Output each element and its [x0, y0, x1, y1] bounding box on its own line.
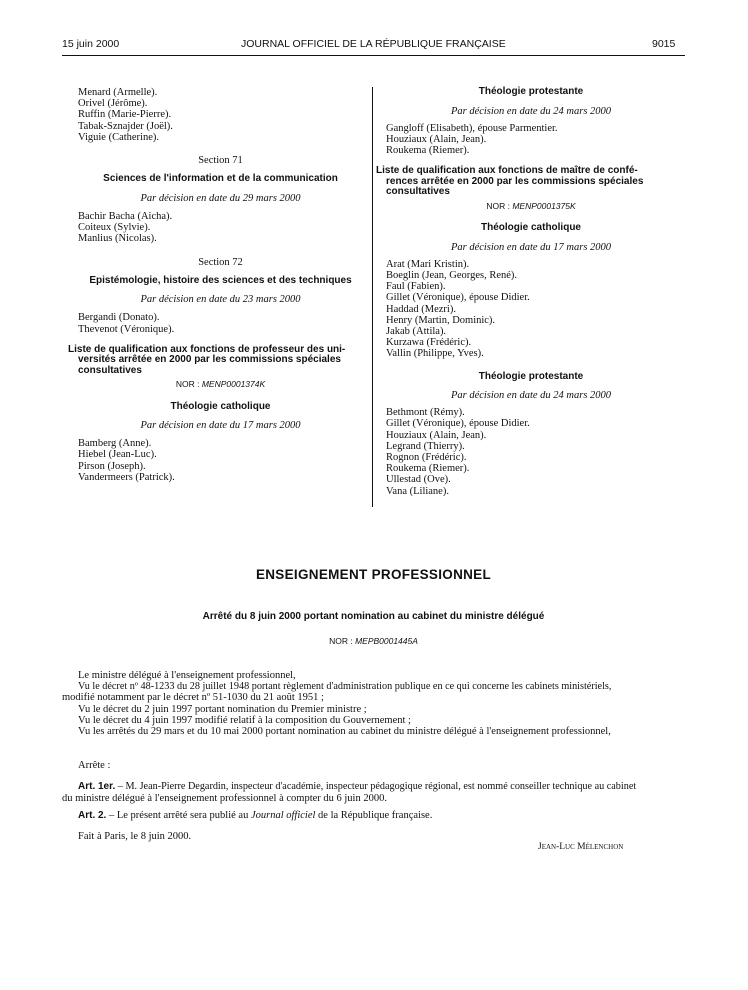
list-item: Houziaux (Alain, Jean).	[386, 429, 487, 441]
list-item: Haddad (Mezri).	[386, 303, 456, 315]
list-title-maitre-conferences	[376, 166, 676, 198]
list-item: Gillet (Véronique), épouse Didier.	[386, 418, 530, 430]
list-item: Bethmont (Rémy).	[386, 407, 465, 419]
list-item: Henry (Martin, Dominic).	[386, 314, 496, 326]
nor-code: MENP0001375K	[512, 200, 576, 211]
list-title-line: Liste de qualification aux fonctions de professeur des uni-	[68, 343, 346, 355]
article-text: – M. Jean-Pierre Degardin, inspecteur d'académie, inspecteur pédagogique régional, est nommé conseiller technique au cabinet	[115, 781, 637, 792]
list-item: Tabak-Sznajder (Joël).	[78, 120, 173, 132]
nor-code: MENP0001374K	[201, 379, 266, 390]
journal-name: Journal officiel	[250, 810, 316, 821]
list-item: Bamberg (Anne).	[78, 438, 152, 450]
list-item: Vallin (Philippe, Yves).	[386, 348, 484, 360]
theology-protestant-title: Théologie protestante	[478, 86, 584, 97]
section-72-subject: Epistémologie, histoire des sciences et des techniques	[89, 274, 352, 286]
list-title-professeur	[68, 345, 363, 377]
arrete-title: Arrêté du 8 juin 2000 portant nomination au cabinet du ministre délégué	[202, 611, 545, 622]
right-column	[376, 86, 676, 497]
list-item: Pirson (Joseph).	[78, 460, 146, 472]
nor-reference	[62, 636, 685, 646]
theology-protestant-title: Théologie protestante	[478, 370, 584, 382]
arrete-label: Arrête :	[78, 760, 111, 771]
theology-protestant-decision: Par décision en date du 24 mars 2000	[450, 105, 612, 117]
list-item: Roukema (Riemer).	[386, 145, 470, 157]
list-item: Rognon (Frédéric).	[386, 452, 467, 464]
list-item: Ruffin (Marie-Pierre).	[78, 109, 172, 121]
list-item: Bergandi (Donato).	[78, 312, 160, 324]
section-71-title: Section 71	[198, 155, 243, 167]
list-item: Boeglin (Jean, Georges, René).	[386, 269, 518, 281]
header-page-number: 9015	[652, 38, 676, 50]
list-item: Ullestad (Ove).	[386, 474, 451, 486]
theology-catholic-title: Théologie catholique	[170, 400, 271, 412]
list-item: Bachir Bacha (Aicha).	[78, 210, 173, 222]
section-title: ENSEIGNEMENT PROFESSIONNEL	[255, 567, 492, 582]
theology-catholic-decision: Par décision en date du 17 mars 2000	[140, 420, 301, 432]
list-item: Hiebel (Jean-Luc).	[78, 449, 157, 461]
theology-catholic-decision: Par décision en date du 17 mars 2000	[450, 241, 612, 253]
list-title-line: consultatives	[386, 186, 450, 198]
list-item: Faul (Fabien).	[386, 281, 446, 293]
article-2	[78, 810, 432, 822]
list-item: Kurzawa (Frédéric).	[386, 337, 472, 349]
list-item: Vana (Liliane).	[386, 485, 449, 497]
list-item: Coiteux (Sylvie).	[78, 222, 151, 234]
body-paragraph: Le ministre délégué à l'enseignement professionnel,	[78, 670, 296, 681]
article-text: de la République française.	[315, 810, 433, 821]
list-item: Gillet (Véronique), épouse Didier.	[386, 292, 530, 304]
list-item: Legrand (Thierry).	[386, 440, 465, 452]
list-item: Orivel (Jérôme).	[78, 98, 148, 110]
body-paragraph: Vu le décret du 4 juin 1997 modifié relatif à la composition du Gouvernement ;	[78, 714, 411, 726]
nor-label: NOR :	[175, 379, 200, 390]
list-item: Manlius (Nicolas).	[78, 233, 157, 245]
body-paragraph: Vu le décret du 2 juin 1997 portant nomination du Premier ministre ;	[78, 703, 367, 715]
list-item: Menard (Armelle).	[78, 87, 158, 98]
header-date: 15 juin 2000	[62, 38, 120, 50]
body-paragraph: Vu les arrêtés du 29 mars et du 10 mai 2000 portant nomination au cabinet du ministre délégué à l'enseignement professionnel,	[78, 726, 611, 738]
article-label: Art. 1er.	[78, 781, 116, 792]
article-label: Art. 2.	[78, 810, 107, 821]
article-text: – Le présent arrêté sera publié au	[106, 810, 251, 821]
article-text: du ministre délégué à l'enseignement professionnel à compter du 6 juin 2000.	[62, 792, 387, 804]
section-71-decision: Par décision en date du 29 mars 2000	[140, 192, 301, 204]
list-item: Vandermeers (Patrick).	[78, 471, 175, 483]
theology-catholic-title: Théologie catholique	[480, 222, 581, 234]
list-item: Arat (Mari Kristin).	[386, 258, 470, 270]
list-item: Viguie (Catherine).	[78, 131, 160, 143]
list-item: Roukema (Riemer).	[386, 463, 470, 475]
nor-reference	[78, 379, 363, 390]
theology-protestant-decision: Par décision en date du 24 mars 2000	[450, 390, 612, 402]
list-title-line: versités arrêtée en 2000 par les commissions spéciales	[78, 354, 341, 366]
body-paragraph: modifié notamment par le décret nº 51-1030 du 21 août 1951 ;	[62, 692, 324, 704]
nor-label: NOR :	[329, 636, 353, 646]
left-column	[68, 87, 363, 483]
arrete-body	[62, 670, 692, 737]
list-title-line: consultatives	[78, 364, 142, 376]
nor-reference	[386, 201, 676, 212]
list-item: Jakab (Attila).	[386, 325, 447, 337]
nor-label: NOR :	[486, 200, 510, 211]
section-71-subject: Sciences de l'information et de la communication	[103, 173, 338, 185]
list-item: Gangloff (Elisabeth), épouse Parmentier.	[386, 122, 558, 134]
list-title-line: rences arrêtée en 2000 par les commissions spéciales	[386, 175, 644, 187]
signature: Jean-Luc Mélenchon	[538, 842, 624, 852]
section-72-decision: Par décision en date du 23 mars 2000	[140, 294, 301, 306]
section-72-title: Section 72	[198, 256, 243, 268]
column-divider	[372, 87, 373, 507]
article-1	[62, 781, 692, 804]
nor-code: MEPB0001445A	[355, 636, 418, 646]
list-item: Houziaux (Alain, Jean).	[386, 133, 487, 145]
header-journal-title: JOURNAL OFFICIEL DE LA RÉPUBLIQUE FRANÇAISE	[241, 38, 506, 50]
fait-a-paris: Fait à Paris, le 8 juin 2000.	[78, 831, 192, 842]
header-rule	[62, 55, 685, 56]
list-title-line: Liste de qualification aux fonctions de maître de confé-	[376, 165, 638, 177]
body-paragraph: Vu le décret nº 48-1233 du 28 juillet 1948 portant règlement d'administration publique en ce qui concerne les cabinets ministériels,	[78, 681, 612, 693]
list-item: Thevenot (Véronique).	[78, 323, 175, 335]
